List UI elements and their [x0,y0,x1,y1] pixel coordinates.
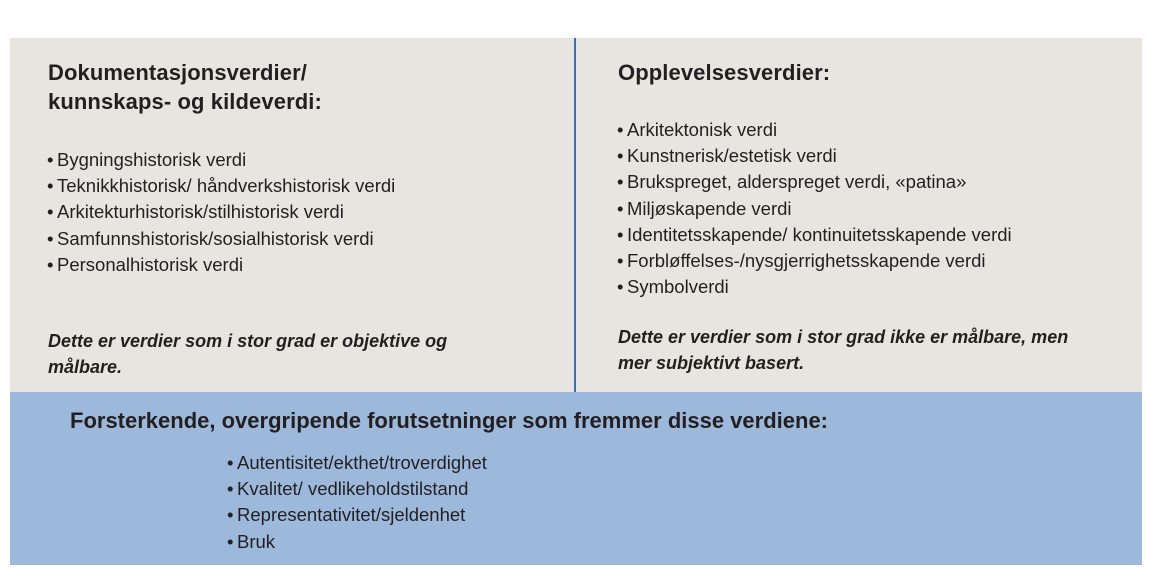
values-diagram [10,38,1142,565]
bullet-icon: • [617,171,624,193]
list-item: • Arkitekturhistorisk/stilhistorisk verdi [47,199,395,225]
list-item: • Miljøskapende verdi [617,196,1012,222]
bullet-icon: • [617,223,624,245]
experience-values-list [617,117,1012,300]
list-item: • Identitetsskapende/ kontinuitetsskapende verdi [617,222,1012,248]
list-item: • Brukspreget, alderspreget verdi, «patina» [617,169,1012,195]
list-item: • Forbløffelses-/nysgjerrighetsskapende verdi [617,248,1012,274]
list-item: • Samfunnshistorisk/sosialhistorisk verdi [47,226,395,252]
heading-line-1: Dokumentasjonsverdier/ [48,60,307,85]
top-row [10,38,1142,392]
documentation-values-panel [10,38,574,392]
experience-values-panel [576,38,1142,392]
experience-values-heading: Opplevelsesverdier: [618,60,831,85]
reinforcing-conditions-list [227,450,487,555]
bullet-icon: • [227,504,234,526]
bullet-icon: • [227,452,234,473]
documentation-values-note: Dette er verdier som i stor grad er objektive og målbare. [48,331,448,377]
bullet-icon: • [227,478,234,500]
bullet-icon: • [617,250,624,272]
bullet-icon: • [47,175,54,197]
list-item: • Arkitektonisk verdi [617,117,1012,143]
list-item: • Representativitet/sjeldenhet [227,502,487,528]
bullet-icon: • [617,276,624,298]
list-item: • Teknikkhistorisk/ håndverkshistorisk verdi [47,173,395,199]
documentation-values-heading [48,58,548,116]
reinforcing-conditions-heading: Forsterkende, overgripende forutsetninger som fremmer disse verdiene: [70,408,829,433]
experience-values-note: Dette er verdier som i stor grad ikke er målbare, men mer subjektivt basert. [618,327,1069,373]
list-item: • Personalhistorisk verdi [47,252,395,278]
list-item: • Bygningshistorisk verdi [47,147,395,173]
bullet-icon: • [47,227,54,249]
heading-line-2: kunnskaps- og kildeverdi: [48,89,322,114]
list-item: • Symbolverdi [617,274,1012,300]
list-item: • Kvalitet/ vedlikeholdstilstand [227,476,487,502]
bullet-icon: • [617,145,624,167]
bullet-icon: • [227,530,234,552]
list-item: • Bruk [227,529,487,555]
bullet-icon: • [617,119,624,140]
bullet-icon: • [47,201,54,223]
documentation-values-list [47,147,395,278]
list-item: • Autentisitet/ekthet/troverdighet [227,450,487,476]
bullet-icon: • [47,149,54,170]
bullet-icon: • [617,197,624,219]
list-item: • Kunstnerisk/estetisk verdi [617,143,1012,169]
bullet-icon: • [47,253,54,275]
reinforcing-conditions-panel [10,392,1142,565]
